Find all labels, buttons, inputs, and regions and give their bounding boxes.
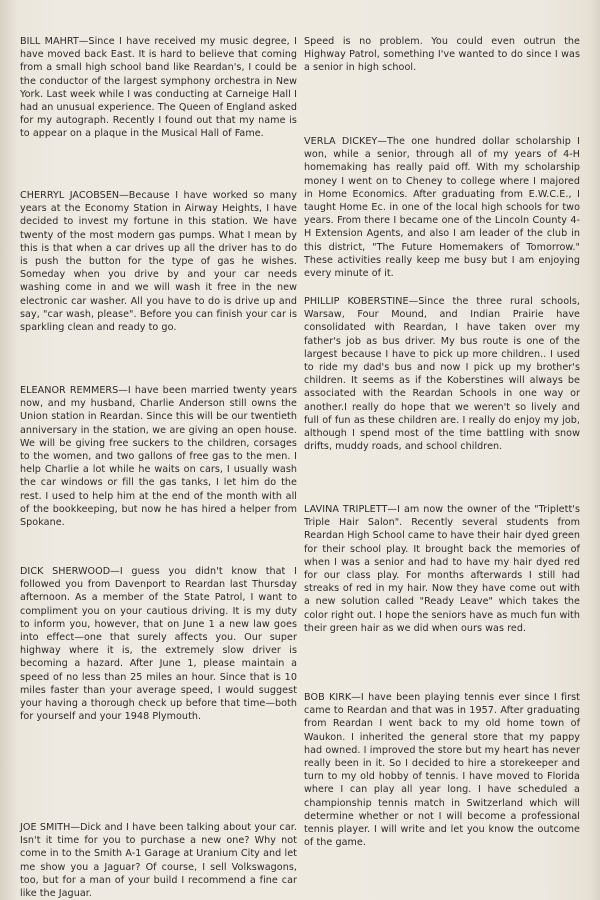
entry-lavina-triplett: LAVINA TRIPLETT—I am now the owner of the "Triplett's Triple Hair Salon". Recently several students from Reardan High School came to have their hair dyed green for their school play. It brought back the memories of when I was a senior and had to have my hair dyed red for our class play. For months afterwards I still had streaks of red in my hair. Now they have come out with a new solution called "Ready Leave" which takes the color right out. I hope the seniors have as much fun with their green hair as we did when ours was red. <box>304 504 580 634</box>
entry-bill-mahrt: BILL MAHRT—Since I have received my music degree, I have moved back East. It is hard to believe that coming from a small high school band like Reardan's, I could be the conductor of the largest symphony orchestra in New York. Last week while I was conducting at Carneige Hall I had an unusual experience. The Queen of England asked for my autograph. Recently I found out that my name is to appear on a plaque in the Musical Hall of Fame. <box>20 36 297 140</box>
entry-dick-sherwood: DICK SHERWOOD—I guess you didn't know that I followed you from Davenport to Reardan last Thursday afternoon. As a member of the State Patrol, I want to compliment you on your cautious driving. It is my duty to inform you, however, that on June 1 a new law goes into effect—one that surely affects you. Our super highway where it is, the extremely slow driver is becoming a hazard. After June 1, please maintain a speed of no less than 25 miles an hour. Since that is 10 miles faster than your average speed, I would suggest your having a thorough check up before that time—both for yourself and your 1948 Plymouth. <box>20 566 297 723</box>
entry-eleanor-remmers: ELEANOR REMMERS—I have been married twenty years now, and my husband, Charlie Anderson still owns the Union station in Reardan. Since this will be our twentieth anniversary in the station, we are giving an open house. We will be giving free suckers to the children, corsages to the women, and two gallons of free gas to the men. I help Charlie a lot while he waits on cars, I usually wash the car windows or fill the gas tanks, I let him do the rest. I used to help him at the end of the month with all of the bookkeeping, but now he has hired a helper from Spokane. <box>20 385 297 529</box>
entry-joe-smith: JOE SMITH—Dick and I have been talking about your car. Isn't it time for you to purchase a new one? Why not come in to the Smith A-1 Garage at Uranium City and let me show you a Jaguar? Of course, I sell Volkswagons, too, but for a man of your build I recommend a fine car like the Jaguar. <box>20 822 297 900</box>
entry-phillip-koberstine: PHILLIP KOBERSTINE—Since the three rural schools, Warsaw, Four Mound, and Indian Prairie have consolidated with Reardan, I have taken over my father's job as bus driver. My bus route is one of the largest because I have to pick up more children.. I used to ride my dad's bus and now I pick up my brother's children. It seems as if the Koberstines will always be associated with the Reardan Schools in one way or another.I really do hope that we weren't so lively and full of fun as these children are. I really do enjoy my job, although I spend most of the time battling with snow drifts, muddy roads, and school children. <box>304 296 580 453</box>
entry-verla-dickey: VERLA DICKEY—The one hundred dollar scholarship I won, while a senior, through all of my years of 4-H homemaking has really paid off. With my scholarship money I went on to Cheney to college where I majored in Home Economics. After graduating from E.W.C.E., I taught Home Ec. in one of the local high schools for two years. From there I became one of the Lincoln County 4-H Extension Agents, and also I am leader of the club in this district, "The Future Homemakers of Tomorrow." These activities really keep me busy but I am enjoying every minute of it. <box>304 136 580 280</box>
entry-continued: Speed is no problem. You could even outrun the Highway Patrol, something I've wanted to do since I was a senior in high school. <box>304 36 580 74</box>
entry-bob-kirk: BOB KIRK—I have been playing tennis ever since I first came to Reardan and that was in 1957. After graduating from Reardan I went back to my old home town of Waukon. I inherited the general store that my pappy had owned. I improved the store but my heart has never really been in it. So I decided to hire a storekeeper and turn to my old hobby of tennis. I have moved to Florida where I can play all year long. I have scheduled a championship tennis match in Switzerland which will determine whether or not I will become a professional tennis player. I will write and let you know the outcome of the game. <box>304 692 580 849</box>
entry-cherryl-jacobsen: CHERRYL JACOBSEN—Because I have worked so many years at the Economy Station in Airway Heights, I have decided to invest my fortune in this station. We have twenty of the most modern gas pumps. What I mean by this is that when a car drives up all the driver has to do is push the button for the type of gas he wishes. Someday when you drive by and your car needs washing come in and we will wash it free in the new electronic car washer. All you have to do is drive up and say, "car wash, please". Before you can finish your car is sparkling clean and ready to go. <box>20 190 297 334</box>
